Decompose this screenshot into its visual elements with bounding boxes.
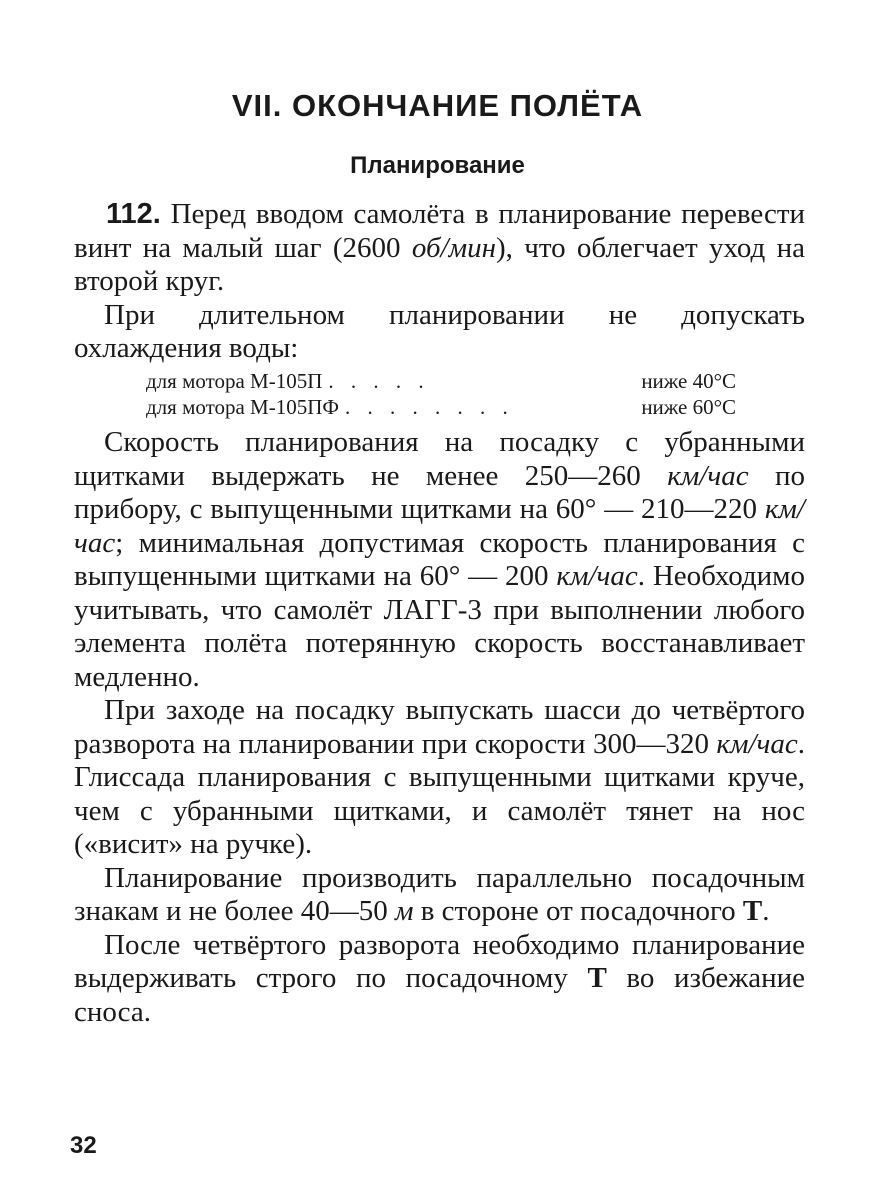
text-block-top (74, 198, 805, 366)
paragraph-112 (74, 198, 805, 299)
unit-kmh: км/час (74, 493, 805, 559)
paragraph-parallel-text-2: в стороне от посадочного (420, 895, 736, 927)
temperature-label: для мотора М-105П (146, 369, 323, 393)
dot-leader: . . . . . (328, 369, 430, 393)
page-number: 32 (70, 1132, 97, 1159)
dot-leader: . . . . . . . . (344, 395, 514, 419)
paragraph-cooling: При длительном планировании не допускать охлаждения воды: (74, 298, 805, 364)
temperature-label: для мотора М-105ПФ (146, 395, 339, 419)
text-block-main (74, 426, 805, 1029)
temperature-row (146, 368, 736, 394)
landing-t-mark: Т (587, 962, 607, 994)
paragraph-parallel-text-1: Планирование производить параллельно посадочным знакам и не более 40—50 (74, 861, 805, 927)
paragraph-speed-text-2: по прибору, с выпущенными щитками на 60° — 210—220 (74, 459, 806, 525)
paragraph-turn (74, 929, 805, 1030)
temperature-row (146, 394, 736, 420)
unit-meters: м (394, 895, 414, 927)
paragraph-gear-text-1: При заходе на посадку выпускать шасси до четвёртого разворота на планировании при скорости 300—320 (74, 694, 805, 760)
paragraph-number: 112. (106, 198, 161, 230)
section-title: Планирование (350, 152, 525, 179)
paragraph-speed-text-4: . Необходимо учитывать, что самолёт ЛАГГ-3 при выполнении любого элемента полёта потерянную скорость восстанавливает медленно. (74, 560, 806, 693)
chapter-title: VII. ОКОНЧАНИЕ ПОЛЁТА (231, 88, 644, 123)
paragraph-parallel-text-3: . (762, 895, 770, 927)
landing-t-mark: Т (742, 895, 763, 927)
unit-rpm: об/мин (411, 231, 497, 264)
paragraph-speed-text-1: Скорость планирования на посадку с убранными щитками выдержать не менее 250—260 (74, 426, 805, 492)
unit-kmh: км/час (556, 560, 638, 592)
paragraph-speed-text-3: ; минимальная допустимая скорость планирования с выпущенными щитками на 60° — 200 (74, 526, 805, 592)
paragraph-gear (74, 694, 805, 862)
temperature-value: ниже 60°С (641, 395, 736, 419)
unit-kmh: км/час (716, 727, 798, 760)
paragraph-turn-text-2: во избежание сноса. (74, 962, 806, 1028)
paragraph-speed (74, 426, 805, 694)
paragraph-gear-text-2: . Глиссада планирования с выпущенными щитками круче, чем с убранными щитками, и самолёт тянет на нос («висит» на ручке). (74, 727, 805, 860)
paragraph-112-text-a: Перед вводом самолёта в планирование перевести винт на малый шаг (2600 (74, 198, 806, 264)
unit-kmh: км/час (667, 459, 749, 492)
temperature-value: ниже 40°С (641, 369, 736, 393)
paragraph-112-text-b: ), что облегчает уход на второй круг. (74, 231, 806, 297)
paragraph-parallel (74, 862, 805, 929)
paragraph-turn-text-1: После четвёртого разворота необходимо планирование выдерживать строго по посадочному (74, 928, 805, 994)
engine-temperature-table (146, 368, 736, 420)
